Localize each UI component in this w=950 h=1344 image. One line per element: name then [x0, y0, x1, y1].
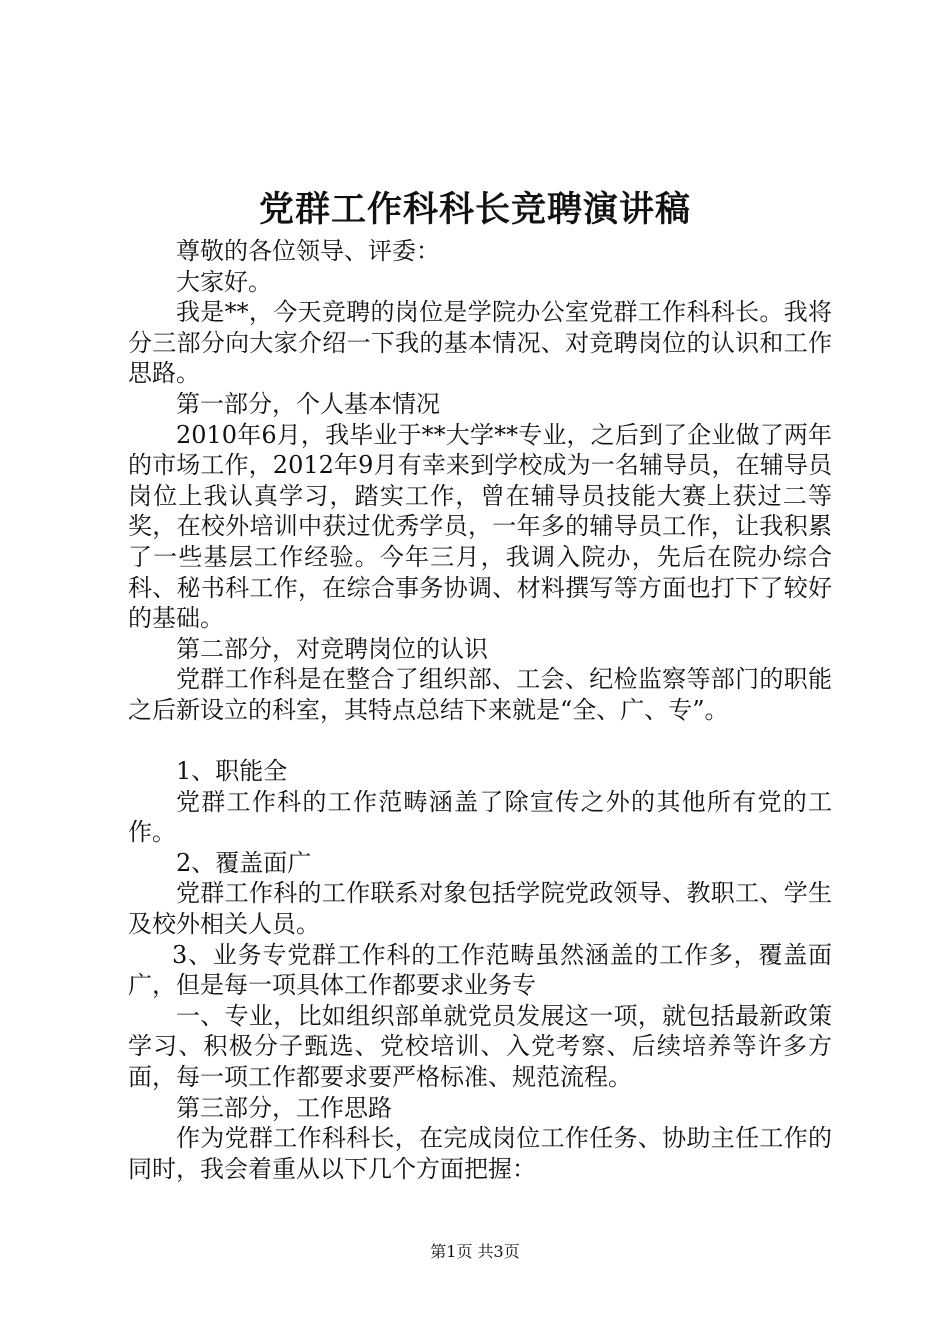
- page-footer: 第1页 共3页: [430, 1242, 520, 1261]
- paragraph-position-overview: 党群工作科是在整合了组织部、工会、纪检监察等部门的职能之后新设立的科室，其特点总结下来就是“全、广、专”。: [128, 665, 832, 724]
- paragraph-coverage: 党群工作科的工作联系对象包括学院党政领导、教职工、学生及校外相关人员。: [128, 879, 832, 939]
- document-title: 党群工作科科长竞聘演讲稿: [258, 189, 691, 230]
- paragraph-functions: 党群工作科的工作范畴涵盖了除宣传之外的其他所有党的工作。: [128, 787, 832, 847]
- paragraph-background: 2010年6月，我毕业于**大学**专业，之后到了企业做了两年的市场工作，2012年9月有幸来到学校成为一名辅导员，在辅导员岗位上我认真学习，踏实工作，曾在辅导员技能大赛上获过二等奖，在校外培训中获过优秀学员，一年多的辅导员工作，让我积累了一些基层工作经验。今年三月，我调入院办，先后在院办综合科、秘书科工作，在综合事务协调、材料撰写等方面也打下了较好的基础。: [128, 420, 832, 633]
- paragraph-work-plan: 作为党群工作科科长，在完成岗位工作任务、协助主任工作的同时，我会着重从以下几个方面把握：: [128, 1124, 832, 1183]
- paragraph-expertise: 一、专业，比如组织部单就党员发展这一项，就包括最新政策学习、积极分子甄选、党校培训、入党考察、后续培养等许多方面，每一项工作都要求要严格标准、规范流程。: [128, 1001, 832, 1092]
- paragraph-greeting: 尊敬的各位领导、评委：: [176, 237, 440, 265]
- subheading-coverage: 2、覆盖面广: [176, 848, 312, 877]
- heading-part-two: 第二部分，对竞聘岗位的认识: [176, 634, 488, 663]
- paragraph-spacer: [128, 726, 832, 757]
- heading-part-three: 第三部分，工作思路: [176, 1093, 392, 1122]
- paragraph-intro: 我是**，今天竞聘的岗位是学院办公室党群工作科科长。我将分三部分向大家介绍一下我的基本情况、对竞聘岗位的认识和工作思路。: [128, 298, 832, 388]
- document-body: [128, 236, 832, 1184]
- heading-part-one: 第一部分，个人基本情况: [176, 389, 440, 418]
- paragraph-hello: 大家好。: [176, 267, 272, 296]
- subheading-expertise: 3、业务专党群工作科的工作范畴虽然涵盖的工作多，覆盖面广，但是每一项具体工作都要求业务专: [128, 940, 832, 1000]
- subheading-functions: 1、职能全: [176, 757, 288, 786]
